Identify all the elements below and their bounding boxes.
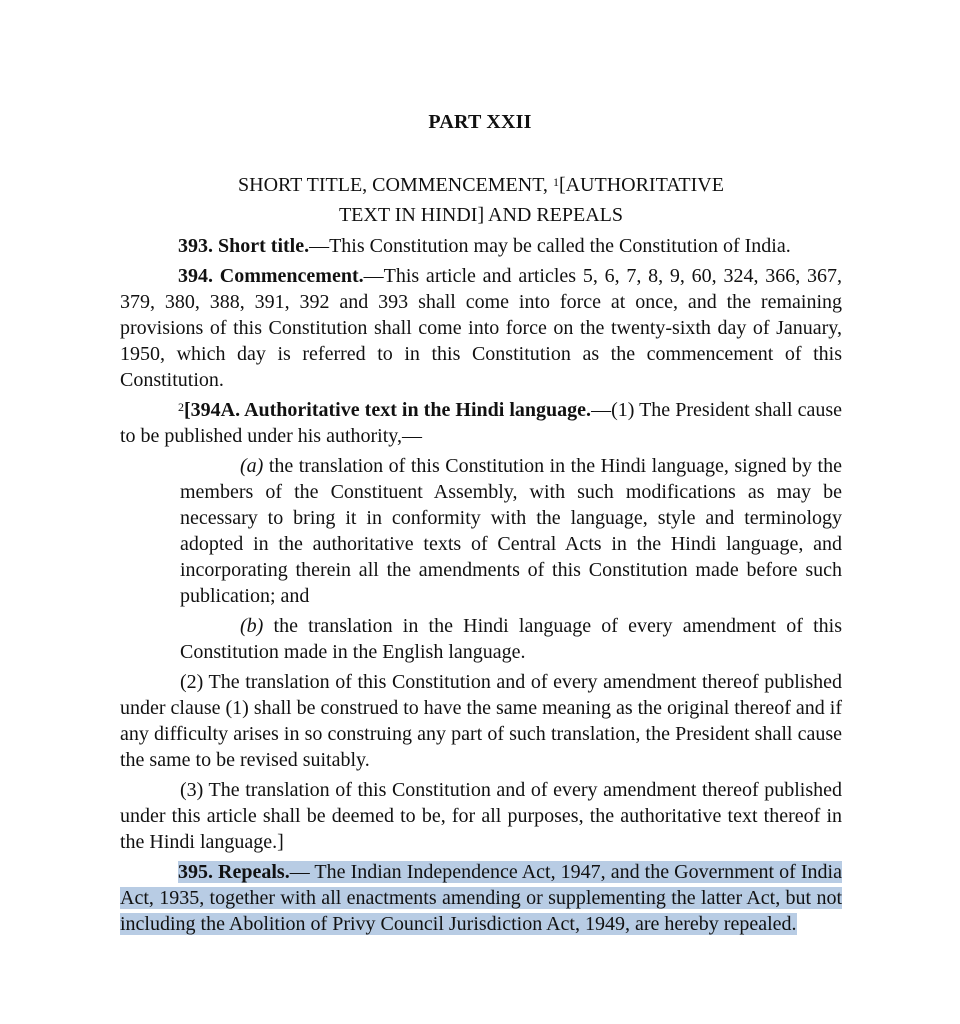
sub-clause-b-label: (b) (240, 615, 264, 637)
heading-line1-end: [AUTHORITATIVE (558, 174, 724, 196)
part-title: PART XXII (428, 111, 532, 133)
article-394a (120, 397, 842, 449)
selection-highlight[interactable] (120, 861, 842, 935)
heading-line2-text: TEXT IN HINDI] AND REPEALS (338, 204, 624, 226)
article-393 (120, 233, 842, 259)
article-394-number: 394. Commencement. (178, 265, 364, 287)
sub-clause-a-text: the translation of this Constitution in the Hindi language, signed by the members of the Constituent Assembly, with such modifications as may be necessary to bring it in conformity with the language, style and terminology adopted in the authoritative texts of Central Acts in the Hindi language, and incorporating therein all the amendments of this Constitution made before such publication; and (180, 455, 842, 607)
article-395-text: — The Indian Independence Act, 1947, and the Government of India Act, 1935, together with all enactments amending or supplementing the latter Act, but not including the Abolition of Privy Council Jurisdiction Act, 1949, are hereby repealed. (120, 861, 842, 935)
footnote-ref-2: 2 (178, 400, 184, 414)
article-394-text: —This article and articles 5, 6, 7, 8, 9, 60, 324, 366, 367, 379, 380, 388, 391, 392 and 393 shall come into force at once, and the remaining provisions of this Constitution shall come into force on the twenty-sixth day of January, 1950, which day is referred to in this Constitution as the commencement of this Constitution. (120, 265, 842, 391)
heading-line1-text: SHORT TITLE, COMMENCEMENT, (238, 174, 553, 196)
document-body (120, 233, 842, 941)
article-393-number: 393. Short title. (178, 235, 310, 257)
article-394a-text: —(1) The President shall cause to be published under his authority,— (120, 399, 842, 447)
sub-clause-a (180, 453, 842, 609)
sub-clause-b (180, 613, 842, 665)
sub-clause-b-text: the translation in the Hindi language of every amendment of this Constitution made in the English language. (180, 615, 842, 663)
clause-2: (2) The translation of this Constitution and of every amendment thereof published under clause (1) shall be construed to have the same meaning as the original thereof and if any difficulty arises in so construing any part of such translation, the President shall cause the same to be revised suitably. (120, 671, 842, 771)
article-395[interactable] (120, 859, 842, 937)
clause-3: (3) The translation of this Constitution and of every amendment thereof published under this article shall be deemed to be, for all purposes, the authoritative text thereof in the Hindi language.] (120, 779, 842, 853)
sub-clause-a-label: (a) (240, 455, 264, 477)
article-395-number: 395. Repeals. (178, 861, 290, 883)
article-393-text: —This Constitution may be called the Constitution of India. (309, 235, 791, 257)
article-394 (120, 263, 842, 393)
footnote-ref-1: 1 (552, 175, 559, 189)
part-heading (120, 170, 842, 230)
article-394a-number: [394A. Authoritative text in the Hindi language. (184, 399, 592, 421)
